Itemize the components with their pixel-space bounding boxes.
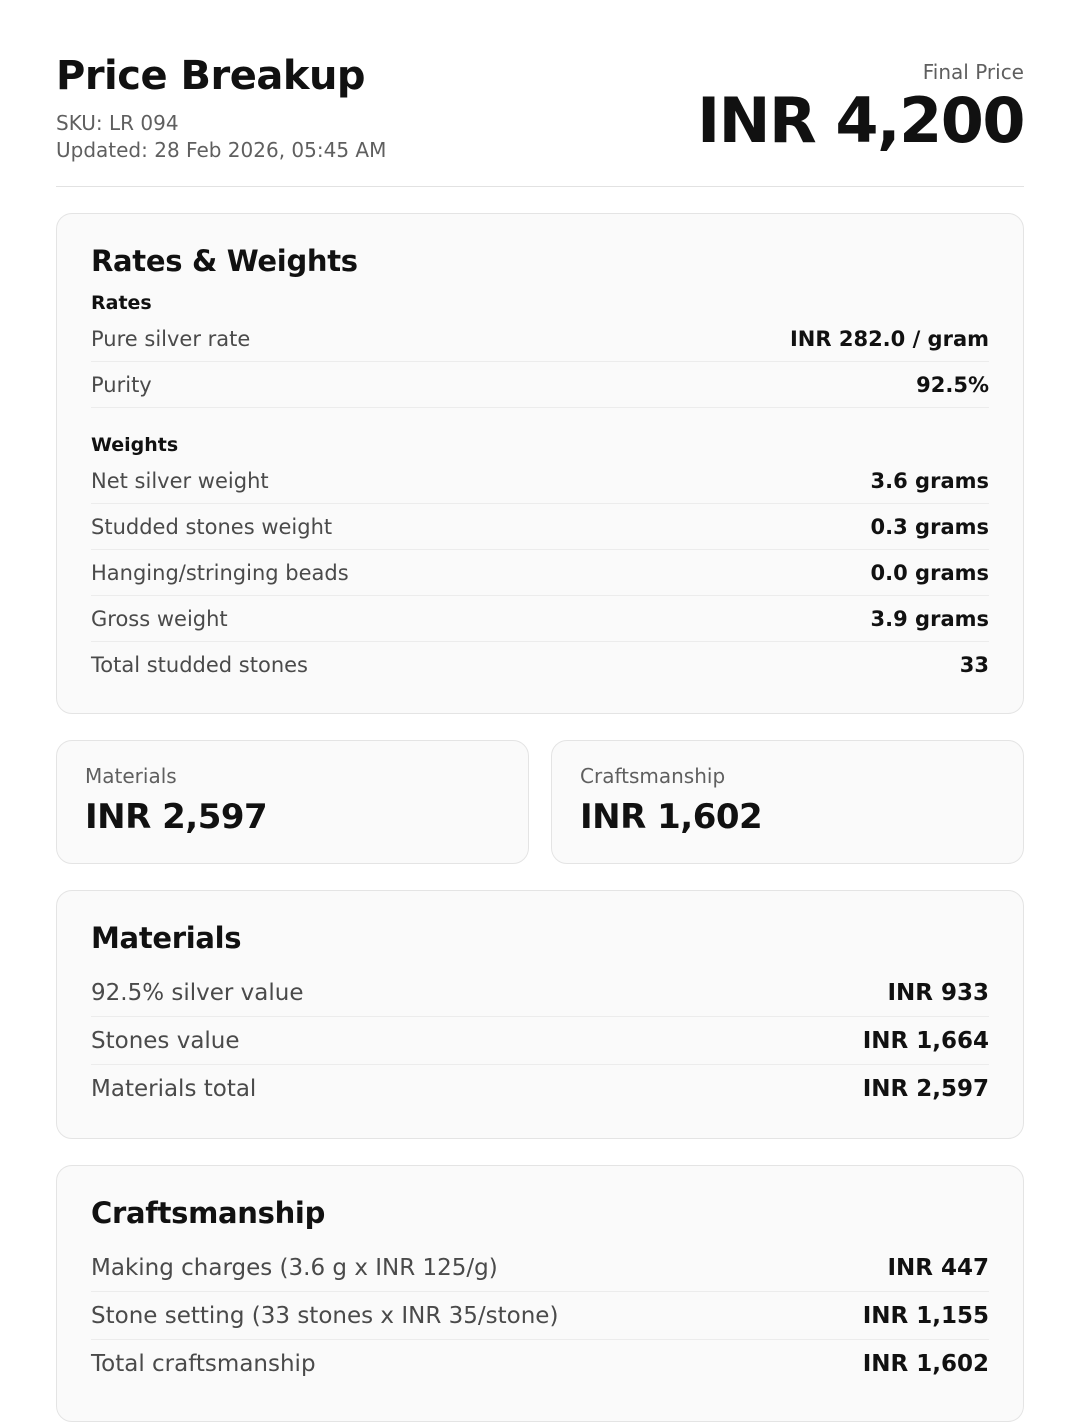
page-title: Price Breakup: [56, 53, 366, 99]
row-label: Pure silver rate: [91, 327, 251, 351]
row-value: 92.5%: [916, 373, 989, 397]
materials-card: [56, 890, 1024, 1139]
row-label: Purity: [91, 373, 152, 397]
weights-subheading: Weights: [91, 434, 179, 456]
summary-label: Craftsmanship: [580, 764, 726, 788]
row-value: 3.6 grams: [870, 469, 989, 493]
table-row: [91, 596, 989, 642]
row-label: Studded stones weight: [91, 515, 333, 539]
table-row: [91, 1292, 989, 1340]
row-label: 92.5% silver value: [91, 980, 304, 1006]
table-row: [91, 1065, 989, 1112]
header-right: [697, 52, 1024, 157]
table-row: [91, 1017, 989, 1065]
row-value: INR 447: [887, 1255, 989, 1281]
rates-weights-title: Rates & Weights: [91, 244, 358, 278]
summary-grid: [56, 740, 1024, 864]
row-value: 0.0 grams: [870, 561, 989, 585]
row-label: Stone setting (33 stones x INR 35/stone): [91, 1303, 559, 1329]
row-value: 0.3 grams: [870, 515, 989, 539]
row-label: Gross weight: [91, 607, 228, 631]
header-left: [56, 52, 386, 164]
row-label: Stones value: [91, 1028, 240, 1054]
rates-subheading: Rates: [91, 292, 152, 314]
table-row: [91, 362, 989, 408]
row-label: Total studded stones: [91, 653, 308, 677]
row-value: INR 2,597: [862, 1076, 989, 1102]
page-header: [56, 52, 1024, 187]
table-row: [91, 642, 989, 687]
final-price-label: Final Price: [922, 60, 1024, 84]
row-value: INR 1,664: [862, 1028, 989, 1054]
row-label: Materials total: [91, 1076, 257, 1102]
row-value: 3.9 grams: [870, 607, 989, 631]
summary-label: Materials: [85, 764, 177, 788]
summary-card-materials: [56, 740, 529, 864]
table-row: [91, 1244, 989, 1292]
table-row: [91, 969, 989, 1017]
table-row: [91, 458, 989, 504]
table-row: [91, 316, 989, 362]
row-value: INR 1,602: [862, 1351, 989, 1377]
row-label: Hanging/stringing beads: [91, 561, 349, 585]
craftsmanship-card: [56, 1165, 1024, 1422]
materials-title: Materials: [91, 921, 242, 955]
summary-card-craftsmanship: [551, 740, 1024, 864]
table-row: [91, 550, 989, 596]
table-row: [91, 504, 989, 550]
sku-text: SKU: LR 094: [56, 111, 179, 135]
row-label: Net silver weight: [91, 469, 269, 493]
table-row: [91, 1340, 989, 1387]
row-value: INR 933: [887, 980, 989, 1006]
row-value: INR 282.0 / gram: [789, 327, 989, 351]
row-label: Total craftsmanship: [91, 1351, 316, 1377]
row-value: INR 1,155: [862, 1303, 989, 1329]
row-value: 33: [959, 653, 989, 677]
rates-weights-card: [56, 213, 1024, 714]
row-label: Making charges (3.6 g x INR 125/g): [91, 1255, 498, 1281]
summary-value: INR 1,602: [580, 797, 763, 837]
summary-value: INR 2,597: [85, 797, 268, 837]
updated-timestamp: Updated: 28 Feb 2026, 05:45 AM: [56, 138, 387, 162]
craftsmanship-title: Craftsmanship: [91, 1196, 326, 1230]
final-price-value: INR 4,200: [697, 84, 1024, 157]
